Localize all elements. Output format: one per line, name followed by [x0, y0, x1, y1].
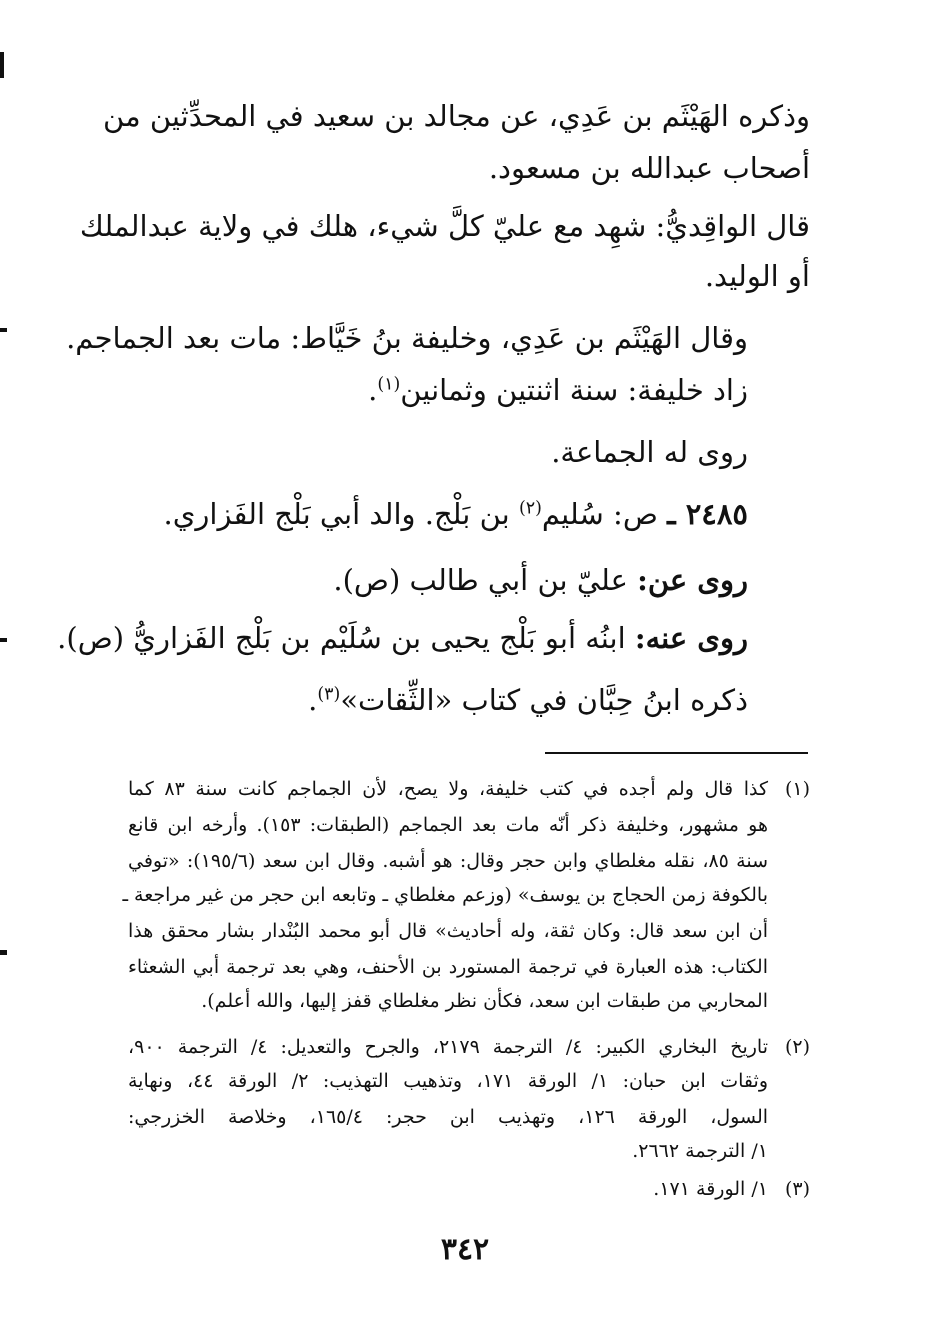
body-line — [368, 370, 748, 410]
rawa-an-label: روى عن: — [637, 563, 748, 597]
entry-text: ص: سُليم — [541, 497, 668, 531]
entry-text: بن بَلْج. والد أبي بَلْج الفَزاري. — [163, 497, 519, 531]
body-line — [57, 618, 748, 658]
body-text: عليّ بن أبي طالب (ص). — [333, 563, 638, 597]
body-line: قال الواقِديُّ: شهِد مع عليّ كلَّ شيء، هلك في ولاية عبدالملك — [79, 209, 810, 243]
scan-mark — [0, 950, 7, 955]
footnote-line: وثقات ابن حبان: ١/ الورقة ١٧١، وتذهيب التهذيب: ٢/ الورقة ٤٤، ونهاية — [128, 1070, 768, 1092]
body-text: ذكره ابنُ حِبَّان في كتاب «الثِّقات» — [340, 683, 748, 717]
body-line: وذكره الهَيْثَم بن عَدِي، عن مجالد بن سعيد في المحدِّثين من — [103, 99, 810, 133]
body-text: ابنُه أبو بَلْج يحيى بن سُلَيْم بن بَلْج الفَزاريُّ (ص). — [57, 621, 635, 655]
footnote-line: سنة ٨٥، نقله مغلطاي وابن حجر وقال: هو أشبه. وقال ابن سعد (١٩٥/٦): «توفي — [128, 850, 768, 872]
footnote-line: هو مشهور، وخليفة ذكر أنّه مات بعد الجماجم (الطبقات: ١٥٣). وأرخه ابن قانع — [128, 814, 768, 836]
body-line — [333, 560, 748, 600]
body-line: أو الوليد. — [704, 259, 810, 293]
scan-mark — [0, 52, 4, 78]
footnote-separator — [545, 752, 808, 754]
page-number: ٣٤٢ — [440, 1232, 490, 1267]
footnote-ref: (٣) — [317, 684, 341, 705]
footnote-line: ١/ الترجمة ٢٦٦٢. — [632, 1140, 768, 1162]
scan-mark — [0, 638, 7, 642]
scan-mark — [0, 328, 7, 332]
footnote-line: المحاربي من طبقات ابن سعد، فكأن نظر مغلطاي قفز إليها، والله أعلم). — [201, 990, 768, 1012]
body-text: زاد خليفة: سنة اثنتين وثمانين — [400, 373, 748, 407]
footnote-number: (٣) — [784, 1178, 810, 1200]
footnote-line: أن ابن سعد قال: وكان ثقة، وله أحاديث» قال أبو محمد البُنْدار بشار محقق هذا — [128, 920, 768, 942]
footnote-number: (٢) — [784, 1036, 810, 1058]
footnote-line: كذا قال ولم أجده في كتب خليفة، ولا يصح، لأن الجماجم كانت سنة ٨٣ كما — [128, 778, 769, 800]
footnote-line: تاريخ البخاري الكبير: ٤/ الترجمة ٢١٧٩، والجرح والتعديل: ٤/ الترجمة ٩٠٠، — [128, 1036, 768, 1058]
footnote-number: (١) — [784, 778, 810, 800]
body-line — [308, 680, 748, 720]
body-line: أصحاب عبدالله بن مسعود. — [488, 151, 810, 185]
footnote-line: ١/ الورقة ١٧١. — [653, 1178, 768, 1200]
footnote-ref: (١) — [377, 374, 401, 395]
entry-number: ٢٤٨٥ ـ — [667, 497, 748, 531]
rawa-anhu-label: روى عنه: — [634, 621, 748, 655]
footnote-ref: (٢) — [518, 498, 542, 519]
body-line: روى له الجماعة. — [551, 435, 748, 469]
body-text: . — [308, 683, 318, 717]
footnote-line: بالكوفة زمن الحجاج بن يوسف» (وزعم مغلطاي ـ وتابعه ابن حجر من غير مراجعة ـ — [122, 884, 768, 906]
body-text: . — [368, 373, 378, 407]
entry-heading — [164, 494, 748, 534]
body-line: وقال الهَيْثَم بن عَدِي، وخليفة بنُ خَيَّاط: مات بعد الجماجم. — [66, 321, 748, 355]
footnote-line: الكتاب: هذه العبارة في ترجمة المستورد بن الأحنف، وهي بعد ترجمة أبي الشعثاء — [128, 956, 768, 978]
footnote-line: السول، الورقة ١٢٦، وتهذيب ابن حجر: ١٦٥/٤، وخلاصة الخزرجي: — [128, 1106, 769, 1128]
